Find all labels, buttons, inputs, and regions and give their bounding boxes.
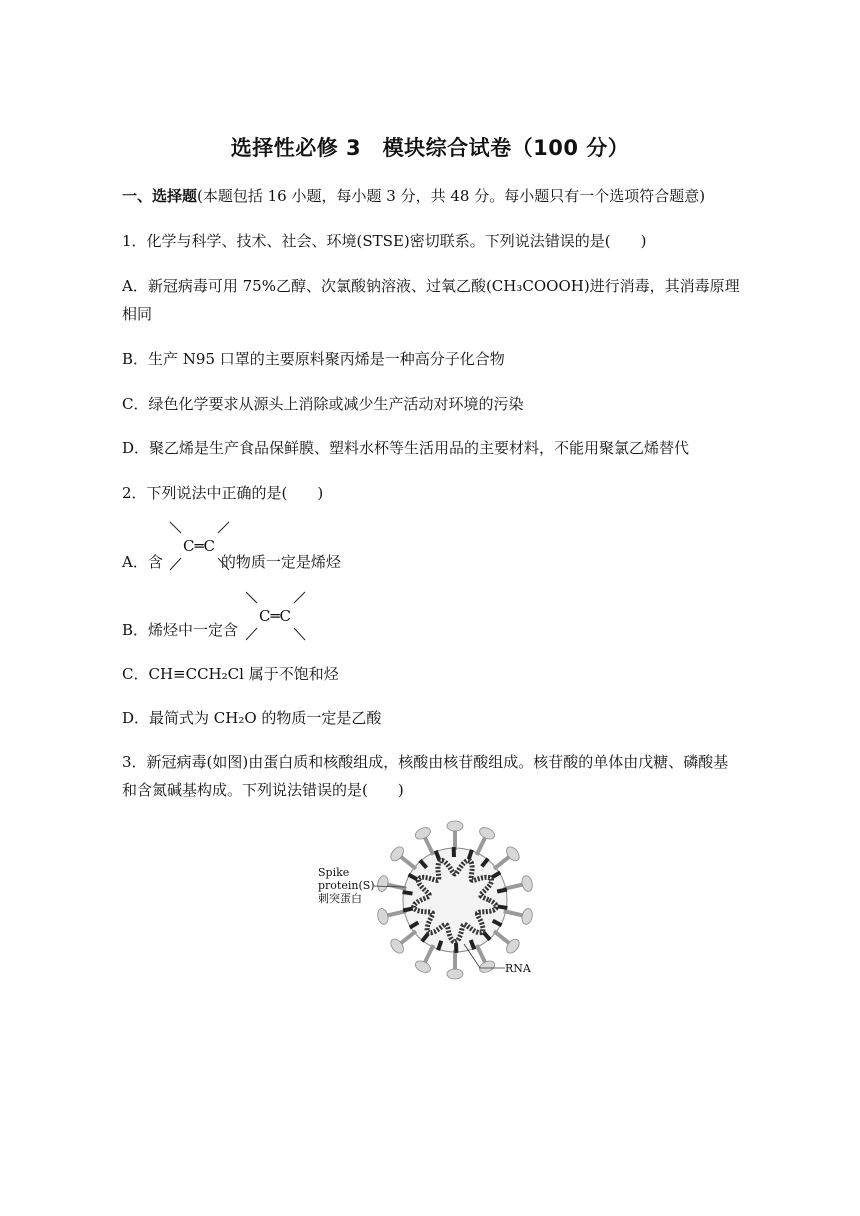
spike-protein <box>376 908 406 926</box>
page-title: 选择性必修 3 模块综合试卷（100 分） <box>230 136 630 160</box>
spike-protein <box>477 945 497 975</box>
spike-protein <box>376 875 406 893</box>
spike-protein <box>414 825 434 855</box>
q1-option-a-line1: A．新冠病毒可用 75%乙醇、次氯酸钠溶液、过氧乙酸(CH₃COOOH)进行消毒，其消毒原理 <box>122 277 740 295</box>
spike-protein <box>447 821 463 850</box>
spike-protein <box>414 945 434 975</box>
section-heading-label: 一、选择题 <box>122 187 198 205</box>
q2-a-alkene-structure <box>166 520 232 576</box>
q2-option-a-suffix: 的物质一定是烯烃 <box>220 553 341 571</box>
q2-option-b <box>122 620 238 640</box>
q2-a-cc-text: C═C <box>183 537 215 555</box>
virus-envelope <box>403 848 507 952</box>
q2-option-d: D．最简式为 CH₂O 的物质一定是乙酸 <box>122 709 382 727</box>
q1-stem: 1．化学与科学、技术、社会、环境(STSE)密切联系。下列说法错误的是( ) <box>122 232 647 250</box>
q2-b-cc-text: C═C <box>259 607 291 625</box>
figure-label-spike-line2: protein(S) <box>318 879 375 892</box>
spike-protein <box>388 844 416 868</box>
figure-label-spike <box>318 866 375 905</box>
q2-stem: 2．下列说法中正确的是( ) <box>122 484 324 502</box>
q1-option-d: D．聚乙烯是生产食品保鲜膜、塑料水杯等生活用品的主要材料，不能用聚氯乙烯替代 <box>122 439 690 457</box>
q1-option-c: C．绿色化学要求从源头上消除或减少生产活动对环境的污染 <box>122 395 524 413</box>
spike-protein <box>494 931 522 955</box>
section-heading-desc: (本题包括 16 小题，每小题 3 分，共 48 分。每小题只有一个选项符合题意) <box>197 187 706 205</box>
q2-option-b-prefix: B．烯烃中一定含 <box>122 621 239 639</box>
coronavirus-figure <box>370 818 540 980</box>
q2-b-alkene-structure <box>242 590 308 646</box>
membrane-protein <box>454 943 458 953</box>
q3-stem-line2: 和含氮碱基构成。下列说法错误的是( ) <box>122 781 404 799</box>
spike-protein <box>388 931 416 955</box>
spike-protein <box>504 875 534 893</box>
q2-option-a-prefix: A．含 <box>122 553 163 571</box>
q1-option-b: B．生产 N95 口罩的主要原料聚丙烯是一种高分子化合物 <box>122 350 505 368</box>
figure-label-rna: RNA <box>505 962 531 975</box>
q1-option-a-line2: 相同 <box>122 305 153 323</box>
q2-option-c: C．CH≡CCH₂Cl 属于不饱和烃 <box>122 665 339 683</box>
figure-label-spike-line3: 刺突蛋白 <box>318 892 362 905</box>
figure-label-spike-line1: Spike <box>318 866 350 879</box>
spike-protein <box>504 908 534 926</box>
section-heading <box>122 186 705 206</box>
q3-stem-line1: 3．新冠病毒(如图)由蛋白质和核酸组成，核酸由核苷酸组成。核苷酸的单体由戊糖、磷酸基 <box>122 753 729 771</box>
spike-protein <box>494 844 522 868</box>
spike-protein <box>447 950 463 979</box>
spike-protein <box>477 825 497 855</box>
membrane-protein <box>452 847 456 857</box>
